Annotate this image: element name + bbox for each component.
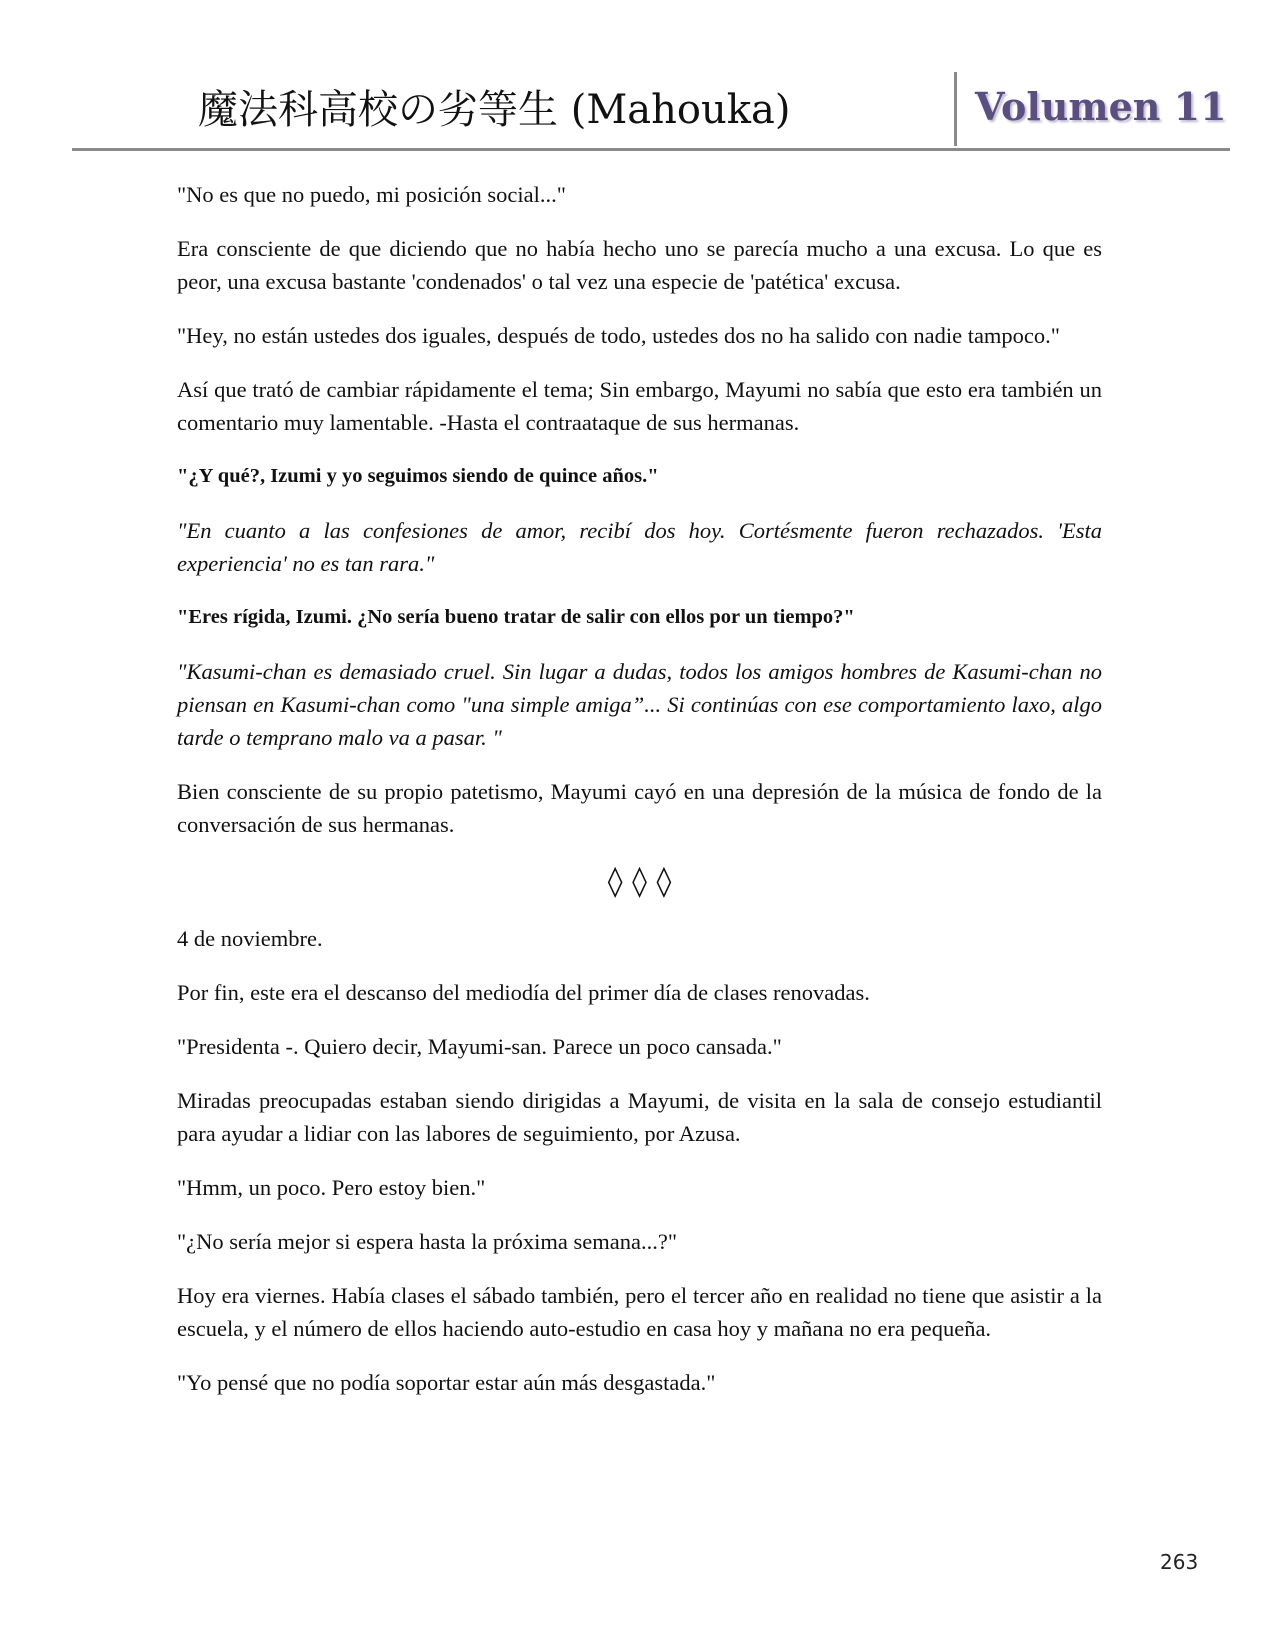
paragraph-bold: "Eres rígida, Izumi. ¿No sería bueno tratar de salir con ellos por un tiempo?" <box>177 606 855 628</box>
paragraph-italic: "Kasumi-chan es demasiado cruel. Sin lugar a dudas, todos los amigos hombres de Kasumi-chan no piensan en Kasumi-chan como "una simple amiga”... Si continúas con ese comportamiento laxo, algo tarde o temprano malo va a pasar. " <box>177 659 1102 750</box>
paragraph-bold: "¿Y qué?, Izumi y yo seguimos siendo de quince años." <box>177 465 659 487</box>
scene-separator: ◊ ◊ ◊ <box>607 864 672 899</box>
volume-label: Volumen 11 <box>975 84 1227 129</box>
paragraph: Así que trató de cambiar rápidamente el tema; Sin embargo, Mayumi no sabía que esto era también un comentario muy lamentable. -Hasta el contraataque de sus hermanas. <box>177 377 1102 435</box>
paragraph: Bien consciente de su propio patetismo, Mayumi cayó en una depresión de la música de fondo de la conversación de sus hermanas. <box>177 779 1102 837</box>
paragraph: "Presidenta -. Quiero decir, Mayumi-san. Parece un poco cansada." <box>177 1034 782 1059</box>
paragraph: "Hmm, un poco. Pero estoy bien." <box>177 1175 486 1200</box>
paragraph: "Hey, no están ustedes dos iguales, después de todo, ustedes dos no ha salido con nadie tampoco." <box>177 323 1060 348</box>
header-divider <box>954 72 957 146</box>
page-number: 263 <box>1160 1550 1199 1574</box>
page-header <box>72 70 1230 148</box>
paragraph: "No es que no puedo, mi posición social..." <box>177 182 566 207</box>
paragraph: 4 de noviembre. <box>177 926 323 951</box>
paragraph: Por fin, este era el descanso del mediodía del primer día de clases renovadas. <box>177 980 870 1005</box>
book-title: 魔法科高校の劣等生 (Mahouka) <box>198 87 791 133</box>
body-text <box>177 178 1102 1420</box>
paragraph: "¿No sería mejor si espera hasta la próxima semana...?" <box>177 1229 678 1254</box>
header-rule <box>72 148 1230 151</box>
paragraph: "Yo pensé que no podía soportar estar aún más desgastada." <box>177 1370 716 1395</box>
paragraph: Miradas preocupadas estaban siendo dirigidas a Mayumi, de visita en la sala de consejo estudiantil para ayudar a lidiar con las labores de seguimiento, por Azusa. <box>177 1088 1102 1146</box>
paragraph: Era consciente de que diciendo que no había hecho uno se parecía mucho a una excusa. Lo que es peor, una excusa bastante 'condenados' o tal vez una especie de 'patética' excusa. <box>177 236 1102 294</box>
paragraph: Hoy era viernes. Había clases el sábado también, pero el tercer año en realidad no tiene que asistir a la escuela, y el número de ellos haciendo auto-estudio en casa hoy y mañana no era pequeña. <box>177 1283 1102 1341</box>
paragraph-italic: "En cuanto a las confesiones de amor, recibí dos hoy. Cortésmente fueron rechazados. 'Esta experiencia' no es tan rara." <box>177 518 1102 576</box>
